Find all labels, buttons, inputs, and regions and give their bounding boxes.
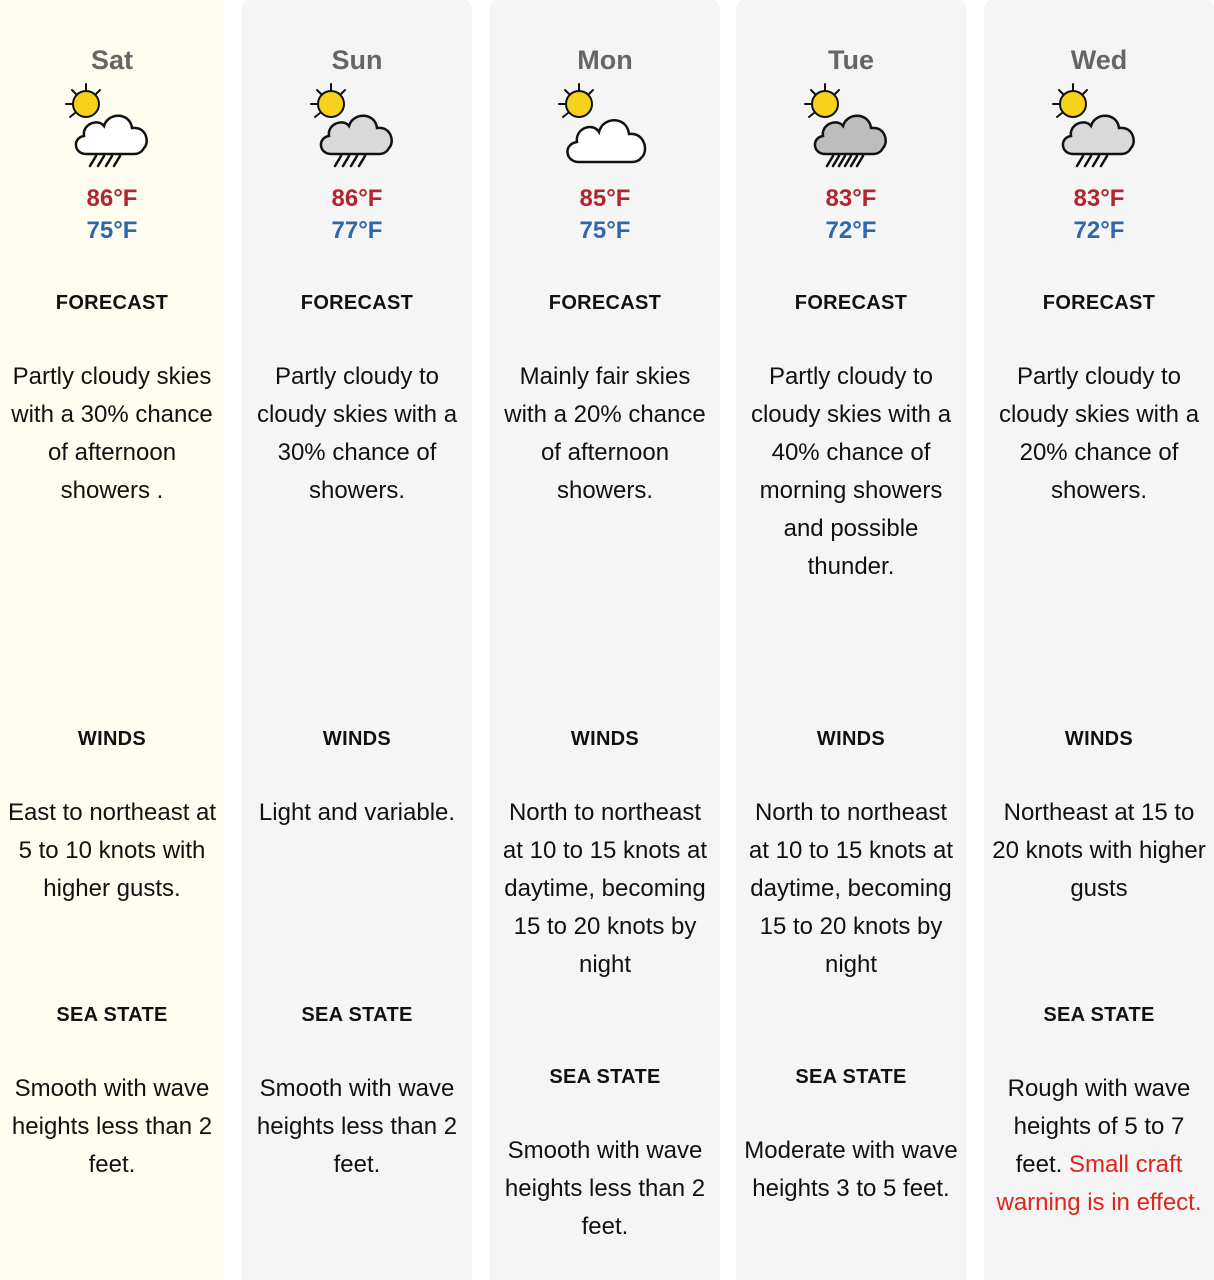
forecast-text: Partly cloudy to cloudy skies with a 20% chance of showers. [998, 363, 1200, 504]
day-name: Mon [577, 45, 633, 75]
winds-text: Northeast at 15 to 20 knots with higher gusts [992, 799, 1206, 902]
day-column-sun [242, 0, 472, 1280]
sea-state-text: Smooth with wave heights less than 2 feet. [11, 1075, 213, 1178]
forecast-label: FORECAST [1042, 292, 1156, 314]
high-temp: 85°F [579, 185, 631, 212]
low-temp: 72°F [1073, 217, 1125, 244]
forecast-text: Mainly fair skies with a 20% chance of afternoon showers. [504, 363, 706, 504]
winds-text: North to northeast at 10 to 15 knots at daytime, becoming 15 to 20 knots by night [502, 799, 708, 978]
low-temp: 75°F [579, 217, 631, 244]
day-column-tue [736, 0, 966, 1280]
cloudy-heavy-rain-icon [803, 82, 899, 168]
winds-label: WINDS [77, 728, 147, 750]
winds-text: North to northeast at 10 to 15 knots at daytime, becoming 15 to 20 knots by night [748, 799, 954, 978]
high-temp: 86°F [331, 185, 383, 212]
cloudy-rain-icon [309, 82, 405, 168]
forecast-label: FORECAST [300, 292, 414, 314]
sea-state-label: SEA STATE [1043, 1004, 1155, 1026]
low-temp: 75°F [86, 217, 138, 244]
winds-label: WINDS [816, 728, 886, 750]
sea-state-text: Smooth with wave heights less than 2 feet. [256, 1075, 458, 1178]
day-column-sat [0, 0, 224, 1280]
winds-label: WINDS [322, 728, 392, 750]
winds-text: East to northeast at 5 to 10 knots with higher gusts. [7, 799, 217, 902]
day-column-mon [490, 0, 720, 1280]
sea-state-body: Rough with wave heights of 5 to 7 feet. [1007, 1075, 1191, 1178]
day-name: Sat [90, 45, 134, 75]
high-temp: 83°F [825, 185, 877, 212]
partly-cloudy-rain-icon [64, 82, 160, 168]
small-craft-warning: Small craft warning is in effect. [996, 1151, 1202, 1216]
forecast-label: FORECAST [794, 292, 908, 314]
partly-cloudy-icon [557, 82, 653, 168]
day-column-wed [984, 0, 1214, 1280]
winds-text: Light and variable. [258, 799, 456, 826]
sea-state-label: SEA STATE [56, 1004, 168, 1026]
day-name: Tue [828, 45, 874, 75]
forecast-text: Partly cloudy to cloudy skies with a 30% chance of showers. [256, 363, 458, 504]
cloudy-rain-icon [1051, 82, 1147, 168]
winds-label: WINDS [1064, 728, 1134, 750]
low-temp: 77°F [331, 217, 383, 244]
sea-state-text: Moderate with wave heights 3 to 5 feet. [744, 1137, 958, 1202]
sea-state-text: Smooth with wave heights less than 2 feet. [504, 1137, 706, 1240]
sea-state-label: SEA STATE [549, 1066, 661, 1088]
forecast-label: FORECAST [548, 292, 662, 314]
forecast-text: Partly cloudy skies with a 30% chance of afternoon showers . [11, 363, 213, 504]
high-temp: 83°F [1073, 185, 1125, 212]
winds-label: WINDS [570, 728, 640, 750]
high-temp: 86°F [86, 185, 138, 212]
day-name: Sun [331, 45, 383, 75]
forecast-label: FORECAST [55, 292, 169, 314]
day-name: Wed [1070, 45, 1128, 75]
low-temp: 72°F [825, 217, 877, 244]
forecast-text: Partly cloudy to cloudy skies with a 40% chance of morning showers and possible thunder. [750, 363, 952, 580]
sea-state-label: SEA STATE [301, 1004, 413, 1026]
sea-state-label: SEA STATE [795, 1066, 907, 1088]
sea-state-text [990, 1070, 1208, 1222]
